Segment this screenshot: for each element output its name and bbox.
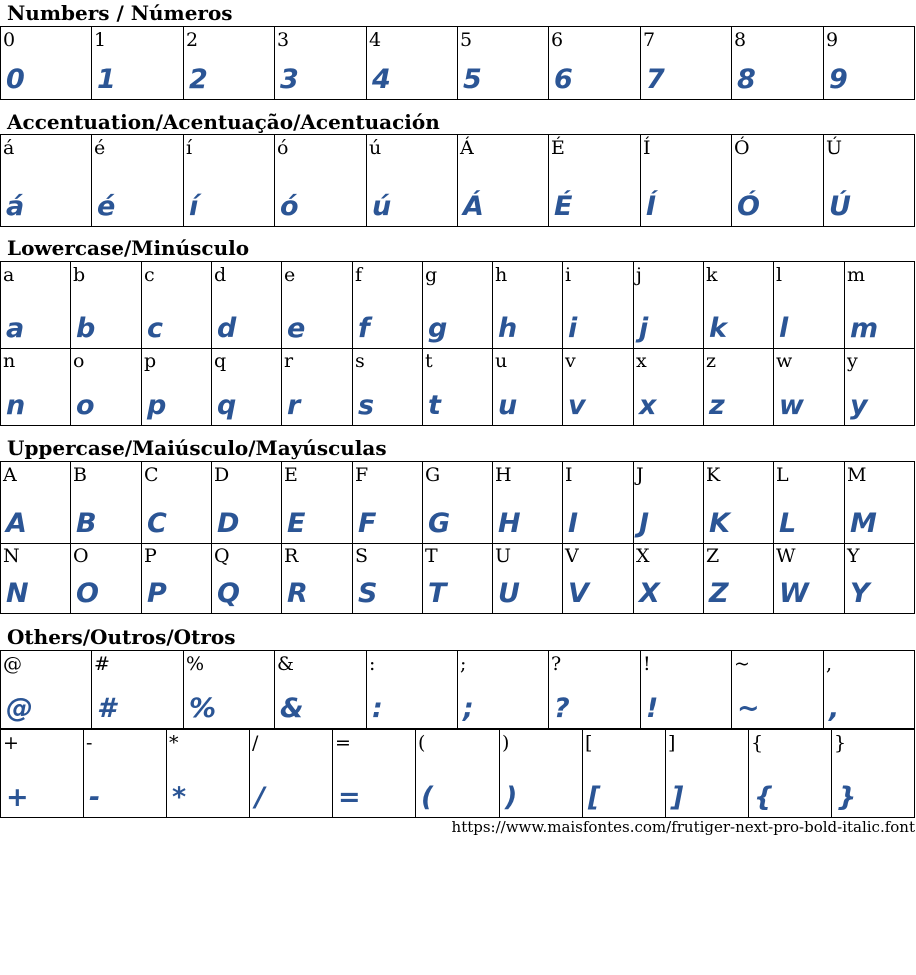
glyph-sample: : — [372, 693, 383, 724]
glyph-sample: u — [498, 390, 518, 421]
glyph-cell — [549, 651, 641, 729]
glyph-cell — [71, 262, 142, 349]
glyph-sample: ) — [505, 782, 518, 813]
glyph-label: Ú — [826, 137, 843, 159]
glyph-label: L — [776, 464, 789, 486]
glyph-label: 4 — [369, 29, 382, 51]
glyph-sample: @ — [6, 693, 33, 724]
glyph-sample: ? — [554, 693, 570, 724]
glyph-sample: ~ — [737, 693, 760, 724]
glyph-label: u — [495, 350, 508, 372]
glyph-label: 2 — [186, 29, 199, 51]
glyph-sample: m — [850, 313, 879, 344]
glyph-cell — [641, 27, 732, 100]
glyph-sample: w — [779, 390, 804, 421]
glyph-cell — [563, 543, 634, 614]
glyph-grid-uppercase-row-1 — [0, 461, 915, 544]
glyph-cell — [275, 651, 367, 729]
glyph-cell — [563, 262, 634, 349]
glyph-sample: P — [147, 578, 167, 609]
glyph-sample: * — [172, 782, 187, 813]
glyph-sample: ! — [646, 693, 659, 724]
glyph-label: a — [3, 264, 15, 286]
glyph-sample: [ — [588, 782, 601, 813]
glyph-cell — [774, 348, 845, 426]
glyph-sample: n — [6, 390, 26, 421]
glyph-grid-others-row-1 — [0, 650, 915, 729]
glyph-cell — [275, 135, 367, 227]
glyph-label: É — [551, 137, 565, 159]
glyph-sample: 6 — [554, 64, 573, 95]
glyph-cell — [212, 462, 282, 544]
glyph-cell — [353, 262, 423, 349]
glyph-sample: Á — [463, 191, 484, 222]
glyph-label: Ó — [734, 137, 750, 159]
glyph-cell — [634, 262, 704, 349]
glyph-sample: p — [147, 390, 167, 421]
glyph-label: W — [776, 545, 796, 567]
glyph-sample: o — [76, 390, 95, 421]
glyph-grid-lowercase-row-1 — [0, 261, 915, 349]
glyph-label: x — [636, 350, 647, 372]
glyph-cell — [824, 27, 915, 100]
glyph-sample: s — [358, 390, 375, 421]
glyph-sample: } — [837, 782, 857, 813]
glyph-sample: , — [829, 693, 840, 724]
glyph-label: 8 — [734, 29, 747, 51]
glyph-sample: J — [639, 508, 650, 539]
glyph-sample: O — [76, 578, 99, 609]
glyph-sample: X — [639, 578, 660, 609]
glyph-cell — [142, 462, 212, 544]
glyph-cell — [212, 262, 282, 349]
glyph-sample: Í — [646, 191, 657, 222]
glyph-label: % — [186, 653, 205, 675]
glyph-cell — [845, 462, 915, 544]
glyph-label: } — [834, 732, 847, 754]
glyph-cell — [774, 543, 845, 614]
glyph-grid-others-row-2 — [0, 729, 915, 818]
glyph-cell — [845, 262, 915, 349]
glyph-sample: B — [76, 508, 97, 539]
glyph-cell — [1, 543, 71, 614]
glyph-cell — [275, 27, 367, 100]
glyph-sample: ó — [280, 191, 299, 222]
glyph-label: @ — [3, 653, 22, 675]
glyph-sample: + — [6, 782, 29, 813]
glyph-cell — [282, 462, 353, 544]
glyph-label: , — [826, 653, 833, 675]
glyph-label: ~ — [734, 653, 750, 675]
glyph-label: Z — [706, 545, 720, 567]
glyph-sample: i — [568, 313, 578, 344]
glyph-sample: x — [639, 390, 657, 421]
glyph-sample: I — [568, 508, 579, 539]
glyph-sample: Ú — [829, 191, 851, 222]
glyph-label: j — [636, 264, 642, 286]
glyph-sample: Y — [850, 578, 870, 609]
glyph-cell — [92, 27, 184, 100]
glyph-cell — [184, 651, 275, 729]
glyph-cell — [774, 462, 845, 544]
glyph-sample: á — [6, 191, 25, 222]
glyph-sample: & — [280, 693, 304, 724]
glyph-sample: í — [189, 191, 199, 222]
glyph-grid-accentuation — [0, 134, 915, 227]
glyph-cell — [92, 135, 184, 227]
glyph-cell — [493, 348, 563, 426]
glyph-cell — [142, 262, 212, 349]
glyph-sample: - — [89, 782, 101, 813]
glyph-label: w — [776, 350, 793, 372]
glyph-sample: ; — [463, 693, 474, 724]
glyph-cell — [1, 262, 71, 349]
glyph-label: á — [3, 137, 15, 159]
glyph-label: ? — [551, 653, 562, 675]
glyph-label: 9 — [826, 29, 839, 51]
glyph-label: í — [186, 137, 193, 159]
glyph-label: # — [94, 653, 110, 675]
glyph-sample: 5 — [463, 64, 482, 95]
glyph-cell — [353, 543, 423, 614]
glyph-sample: C — [147, 508, 167, 539]
glyph-label: b — [73, 264, 86, 286]
glyph-label: i — [565, 264, 572, 286]
source-url-link[interactable]: https://www.maisfontes.com/frutiger-next-pro-bold-italic.font — [451, 818, 915, 836]
glyph-label: Q — [214, 545, 230, 567]
glyph-label: I — [565, 464, 573, 486]
glyph-cell — [282, 543, 353, 614]
glyph-cell — [282, 262, 353, 349]
glyph-sample: 8 — [737, 64, 756, 95]
glyph-sample: g — [428, 313, 448, 344]
glyph-sample: S — [358, 578, 378, 609]
glyph-cell — [212, 543, 282, 614]
glyph-label: p — [144, 350, 157, 372]
glyph-label: N — [3, 545, 20, 567]
glyph-sample: U — [498, 578, 520, 609]
glyph-label: 1 — [94, 29, 107, 51]
glyph-cell — [367, 27, 458, 100]
glyph-cell — [563, 462, 634, 544]
glyph-label: : — [369, 653, 376, 675]
glyph-label: m — [847, 264, 866, 286]
glyph-sample: K — [709, 508, 730, 539]
glyph-cell — [563, 348, 634, 426]
glyph-cell — [142, 543, 212, 614]
glyph-sample: D — [217, 508, 240, 539]
glyph-sample: v — [568, 390, 586, 421]
glyph-sample: 9 — [829, 64, 848, 95]
glyph-cell — [732, 135, 824, 227]
glyph-cell — [493, 462, 563, 544]
glyph-cell — [458, 27, 549, 100]
glyph-label: z — [706, 350, 717, 372]
glyph-sample: M — [850, 508, 877, 539]
glyph-label: s — [355, 350, 365, 372]
glyph-cell — [423, 262, 493, 349]
glyph-sample: W — [779, 578, 809, 609]
glyph-cell — [641, 651, 732, 729]
glyph-cell — [666, 730, 749, 818]
glyph-label: t — [425, 350, 433, 372]
glyph-cell — [824, 135, 915, 227]
glyph-cell — [184, 27, 275, 100]
glyph-cell — [845, 543, 915, 614]
glyph-label: o — [73, 350, 85, 372]
glyph-label: P — [144, 545, 157, 567]
glyph-sample: 4 — [372, 64, 391, 95]
glyph-cell — [634, 543, 704, 614]
glyph-label: T — [425, 545, 438, 567]
glyph-label: / — [252, 732, 259, 754]
glyph-label: S — [355, 545, 369, 567]
glyph-cell — [84, 730, 167, 818]
glyph-sample: é — [97, 191, 116, 222]
glyph-label: K — [706, 464, 721, 486]
glyph-sample: A — [6, 508, 27, 539]
glyph-label: ú — [369, 137, 382, 159]
glyph-label: ó — [277, 137, 289, 159]
glyph-sample: H — [498, 508, 521, 539]
glyph-cell — [493, 543, 563, 614]
glyph-cell — [1, 730, 84, 818]
glyph-cell — [212, 348, 282, 426]
glyph-sample: # — [97, 693, 116, 724]
glyph-sample: L — [779, 508, 797, 539]
glyph-label: J — [636, 464, 644, 486]
glyph-label: E — [284, 464, 298, 486]
glyph-sample: 3 — [280, 64, 299, 95]
glyph-label: C — [144, 464, 159, 486]
glyph-label: 5 — [460, 29, 473, 51]
glyph-sample: r — [287, 390, 301, 421]
glyph-label: f — [355, 264, 363, 286]
glyph-sample: R — [287, 578, 308, 609]
glyph-sample: t — [428, 390, 441, 421]
glyph-label: e — [284, 264, 296, 286]
glyph-label: G — [425, 464, 441, 486]
glyph-cell — [333, 730, 416, 818]
glyph-label: [ — [585, 732, 593, 754]
section-title-others: Others/Outros/Otros — [7, 625, 236, 649]
glyph-sample: z — [709, 390, 725, 421]
glyph-sample: d — [217, 313, 237, 344]
glyph-cell — [71, 462, 142, 544]
glyph-label: F — [355, 464, 369, 486]
glyph-cell — [704, 543, 774, 614]
glyph-cell — [704, 462, 774, 544]
glyph-label: Y — [847, 545, 860, 567]
glyph-cell — [250, 730, 333, 818]
glyph-cell — [92, 651, 184, 729]
glyph-label: Á — [460, 137, 474, 159]
glyph-cell — [367, 135, 458, 227]
glyph-label: & — [277, 653, 294, 675]
glyph-cell — [832, 730, 915, 818]
glyph-label: D — [214, 464, 230, 486]
glyph-sample: a — [6, 313, 25, 344]
glyph-cell — [458, 135, 549, 227]
glyph-cell — [458, 651, 549, 729]
glyph-sample: c — [147, 313, 164, 344]
glyph-cell — [71, 348, 142, 426]
glyph-label: V — [565, 545, 579, 567]
glyph-sample: b — [76, 313, 96, 344]
glyph-cell — [549, 135, 641, 227]
glyph-label: n — [3, 350, 16, 372]
glyph-sample: k — [709, 313, 727, 344]
glyph-sample: ] — [671, 782, 684, 813]
glyph-label: - — [86, 732, 93, 754]
glyph-sample: = — [338, 782, 361, 813]
glyph-label: h — [495, 264, 508, 286]
glyph-label: H — [495, 464, 512, 486]
glyph-label: 0 — [3, 29, 16, 51]
glyph-cell — [824, 651, 915, 729]
glyph-cell — [353, 462, 423, 544]
glyph-grid-uppercase-row-2 — [0, 543, 915, 614]
glyph-sample: Q — [217, 578, 240, 609]
glyph-cell — [1, 651, 92, 729]
glyph-cell — [184, 135, 275, 227]
glyph-label: { — [751, 732, 764, 754]
glyph-cell — [732, 27, 824, 100]
glyph-label: l — [776, 264, 783, 286]
glyph-cell — [416, 730, 500, 818]
glyph-label: v — [565, 350, 576, 372]
glyph-label: 6 — [551, 29, 564, 51]
glyph-grid-lowercase-row-2 — [0, 348, 915, 426]
glyph-label: q — [214, 350, 227, 372]
glyph-cell — [367, 651, 458, 729]
glyph-sample: / — [255, 782, 265, 813]
section-title-lowercase: Lowercase/Minúsculo — [7, 236, 250, 260]
glyph-sample: Z — [709, 578, 729, 609]
glyph-label: X — [636, 545, 650, 567]
glyph-cell — [71, 543, 142, 614]
glyph-sample: Ó — [737, 191, 760, 222]
glyph-label: y — [847, 350, 858, 372]
glyph-cell — [167, 730, 250, 818]
glyph-sample: q — [217, 390, 237, 421]
glyph-sample: F — [358, 508, 377, 539]
glyph-cell — [500, 730, 583, 818]
glyph-cell — [704, 262, 774, 349]
section-title-accentuation: Accentuation/Acentuação/Acentuación — [7, 110, 440, 134]
glyph-sample: 7 — [646, 64, 665, 95]
glyph-cell — [423, 543, 493, 614]
glyph-label: ! — [643, 653, 651, 675]
glyph-sample: f — [358, 313, 370, 344]
glyph-label: 7 — [643, 29, 656, 51]
glyph-sample: N — [6, 578, 29, 609]
glyph-sample: ú — [372, 191, 392, 222]
glyph-label: M — [847, 464, 867, 486]
glyph-grid-numbers — [0, 26, 915, 100]
glyph-sample: 0 — [6, 64, 25, 95]
glyph-label: ( — [418, 732, 426, 754]
glyph-sample: G — [428, 508, 451, 539]
glyph-cell — [423, 462, 493, 544]
glyph-sample: l — [779, 313, 789, 344]
section-title-uppercase: Uppercase/Maiúsculo/Mayúsculas — [7, 436, 387, 460]
glyph-label: A — [3, 464, 17, 486]
glyph-label: r — [284, 350, 294, 372]
glyph-label: + — [3, 732, 19, 754]
glyph-cell — [774, 262, 845, 349]
glyph-cell — [1, 27, 92, 100]
glyph-sample: j — [639, 313, 649, 344]
glyph-cell — [549, 27, 641, 100]
glyph-sample: V — [568, 578, 589, 609]
glyph-label: ] — [668, 732, 676, 754]
glyph-sample: E — [287, 508, 306, 539]
glyph-cell — [634, 348, 704, 426]
glyph-label: k — [706, 264, 718, 286]
glyph-cell — [704, 348, 774, 426]
glyph-cell — [732, 651, 824, 729]
glyph-sample: e — [287, 313, 306, 344]
glyph-label: U — [495, 545, 512, 567]
glyph-cell — [1, 462, 71, 544]
glyph-cell — [1, 135, 92, 227]
glyph-sample: { — [754, 782, 774, 813]
glyph-label: Í — [643, 137, 651, 159]
glyph-label: g — [425, 264, 438, 286]
glyph-cell — [749, 730, 832, 818]
glyph-sample: y — [850, 390, 868, 421]
glyph-label: R — [284, 545, 299, 567]
glyph-label: = — [335, 732, 351, 754]
glyph-cell — [634, 462, 704, 544]
glyph-label: * — [169, 732, 179, 754]
glyph-cell — [493, 262, 563, 349]
glyph-label: B — [73, 464, 87, 486]
glyph-cell — [353, 348, 423, 426]
glyph-sample: ( — [421, 782, 434, 813]
glyph-label: 3 — [277, 29, 290, 51]
glyph-cell — [423, 348, 493, 426]
glyph-label: ; — [460, 653, 467, 675]
glyph-label: d — [214, 264, 227, 286]
glyph-label: ) — [502, 732, 510, 754]
glyph-cell — [142, 348, 212, 426]
glyph-cell — [282, 348, 353, 426]
glyph-cell — [1, 348, 71, 426]
glyph-label: O — [73, 545, 89, 567]
glyph-sample: É — [554, 191, 573, 222]
glyph-sample: 1 — [97, 64, 116, 95]
glyph-cell — [845, 348, 915, 426]
glyph-sample: T — [428, 578, 447, 609]
section-title-numbers: Numbers / Números — [7, 1, 233, 25]
glyph-cell — [641, 135, 732, 227]
glyph-label: c — [144, 264, 155, 286]
glyph-sample: h — [498, 313, 518, 344]
glyph-label: é — [94, 137, 106, 159]
glyph-sample: 2 — [189, 64, 208, 95]
glyph-sample: % — [189, 693, 217, 724]
glyph-cell — [583, 730, 666, 818]
